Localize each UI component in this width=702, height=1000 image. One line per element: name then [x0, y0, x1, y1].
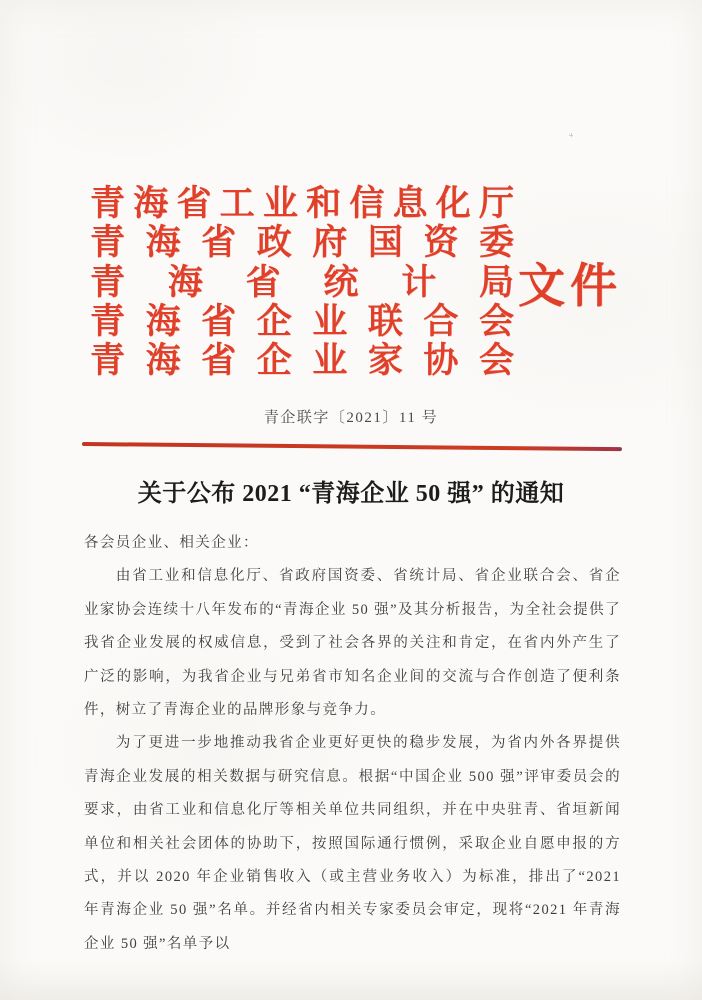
body-paragraph: 为了更进一步地推动我省企业更好更快的稳步发展，为省内外各界提供青海企业发展的相关数据与研究信息。根据“中国企业 500 强”评审委员会的要求，由省工业和信息化厅等相关单位共同组织，并在中央驻青、省垣新闻单位和相关社会团体的协助下，按照国际通行惯例，采取企业自愿申报的方式，并以 2020 年企业销售收入（或主营业务收入）为标准，排出了“2021 年青海企业 50 强”名单。并经省内相关专家委员会审定，现将“2021 年青海企业 50 强”名单予以 [84, 735, 621, 952]
org-line-char: 省 [201, 223, 237, 263]
org-line-char: 家 [367, 341, 403, 380]
org-line-char: 合 [423, 301, 459, 341]
letterhead-orgs [90, 184, 514, 380]
org-line-char: 业 [262, 184, 298, 223]
org-line-char: 省 [176, 184, 212, 223]
org-line [90, 223, 514, 262]
org-line-char: 省 [201, 341, 237, 380]
document-title: 关于公布 2021 “青海企业 50 强” 的通知 [137, 481, 565, 507]
org-line [90, 302, 514, 341]
org-line-char: 会 [478, 301, 514, 341]
org-line-char: 协 [423, 341, 459, 380]
org-line-char: 业 [312, 341, 348, 380]
doc-number: 青企联字〔2021〕11 号 [263, 410, 439, 426]
org-line-char: 省 [201, 301, 237, 341]
org-line [90, 184, 514, 223]
org-line [90, 263, 514, 302]
org-line-char: 化 [435, 184, 471, 223]
letterhead-file-word: 文件 [518, 260, 622, 313]
org-line-char: 工 [219, 184, 255, 223]
scan-speck [569, 133, 573, 137]
org-line-char: 资 [423, 223, 459, 263]
org-line-char: 业 [312, 301, 348, 341]
org-line-char: 青 [90, 262, 126, 302]
org-line-char: 厅 [478, 184, 514, 223]
org-line-char: 青 [90, 301, 126, 341]
org-line-char: 省 [245, 262, 281, 302]
org-line-char: 统 [323, 262, 359, 302]
org-line-char: 企 [256, 301, 292, 341]
body-paragraphs [84, 560, 621, 961]
org-line-char: 息 [392, 184, 428, 223]
org-line-char: 青 [90, 184, 126, 223]
org-line-char: 府 [312, 223, 348, 263]
org-line-char: 海 [133, 184, 169, 223]
org-line-char: 国 [367, 223, 403, 263]
org-line-char: 海 [167, 262, 203, 302]
org-line-char: 信 [349, 184, 385, 223]
org-line-char: 海 [145, 341, 181, 380]
org-line [90, 341, 514, 380]
org-line-char: 会 [478, 341, 514, 380]
body-paragraph: 由省工业和信息化厅、省政府国资委、省统计局、省企业联合会、省企业家协会连续十八年发布的“青海企业 50 强”及其分析报告，为全社会提供了我省企业发展的权威信息，受到了社会各界的关注和肯定，在省内外产生了广泛的影响，为我省企业与兄弟省市知名企业间的交流与合作创造了便利条件，树立了青海企业的品牌形象与竞争力。 [84, 568, 621, 719]
salutation: 各会员企业、相关企业： [84, 535, 259, 551]
org-line-char: 和 [306, 184, 342, 223]
red-divider-line [82, 442, 622, 451]
letterhead [90, 184, 622, 380]
org-line-char: 青 [90, 223, 126, 263]
org-line-char: 联 [367, 301, 403, 341]
org-line-char: 企 [256, 341, 292, 380]
org-line-char: 局 [478, 262, 514, 302]
org-line-char: 青 [90, 341, 126, 380]
org-line-char: 海 [145, 223, 181, 263]
org-line-char: 海 [145, 301, 181, 341]
org-line-char: 委 [478, 223, 514, 263]
document-body [84, 527, 621, 961]
org-line-char: 计 [401, 262, 437, 302]
org-line-char: 政 [256, 223, 292, 263]
